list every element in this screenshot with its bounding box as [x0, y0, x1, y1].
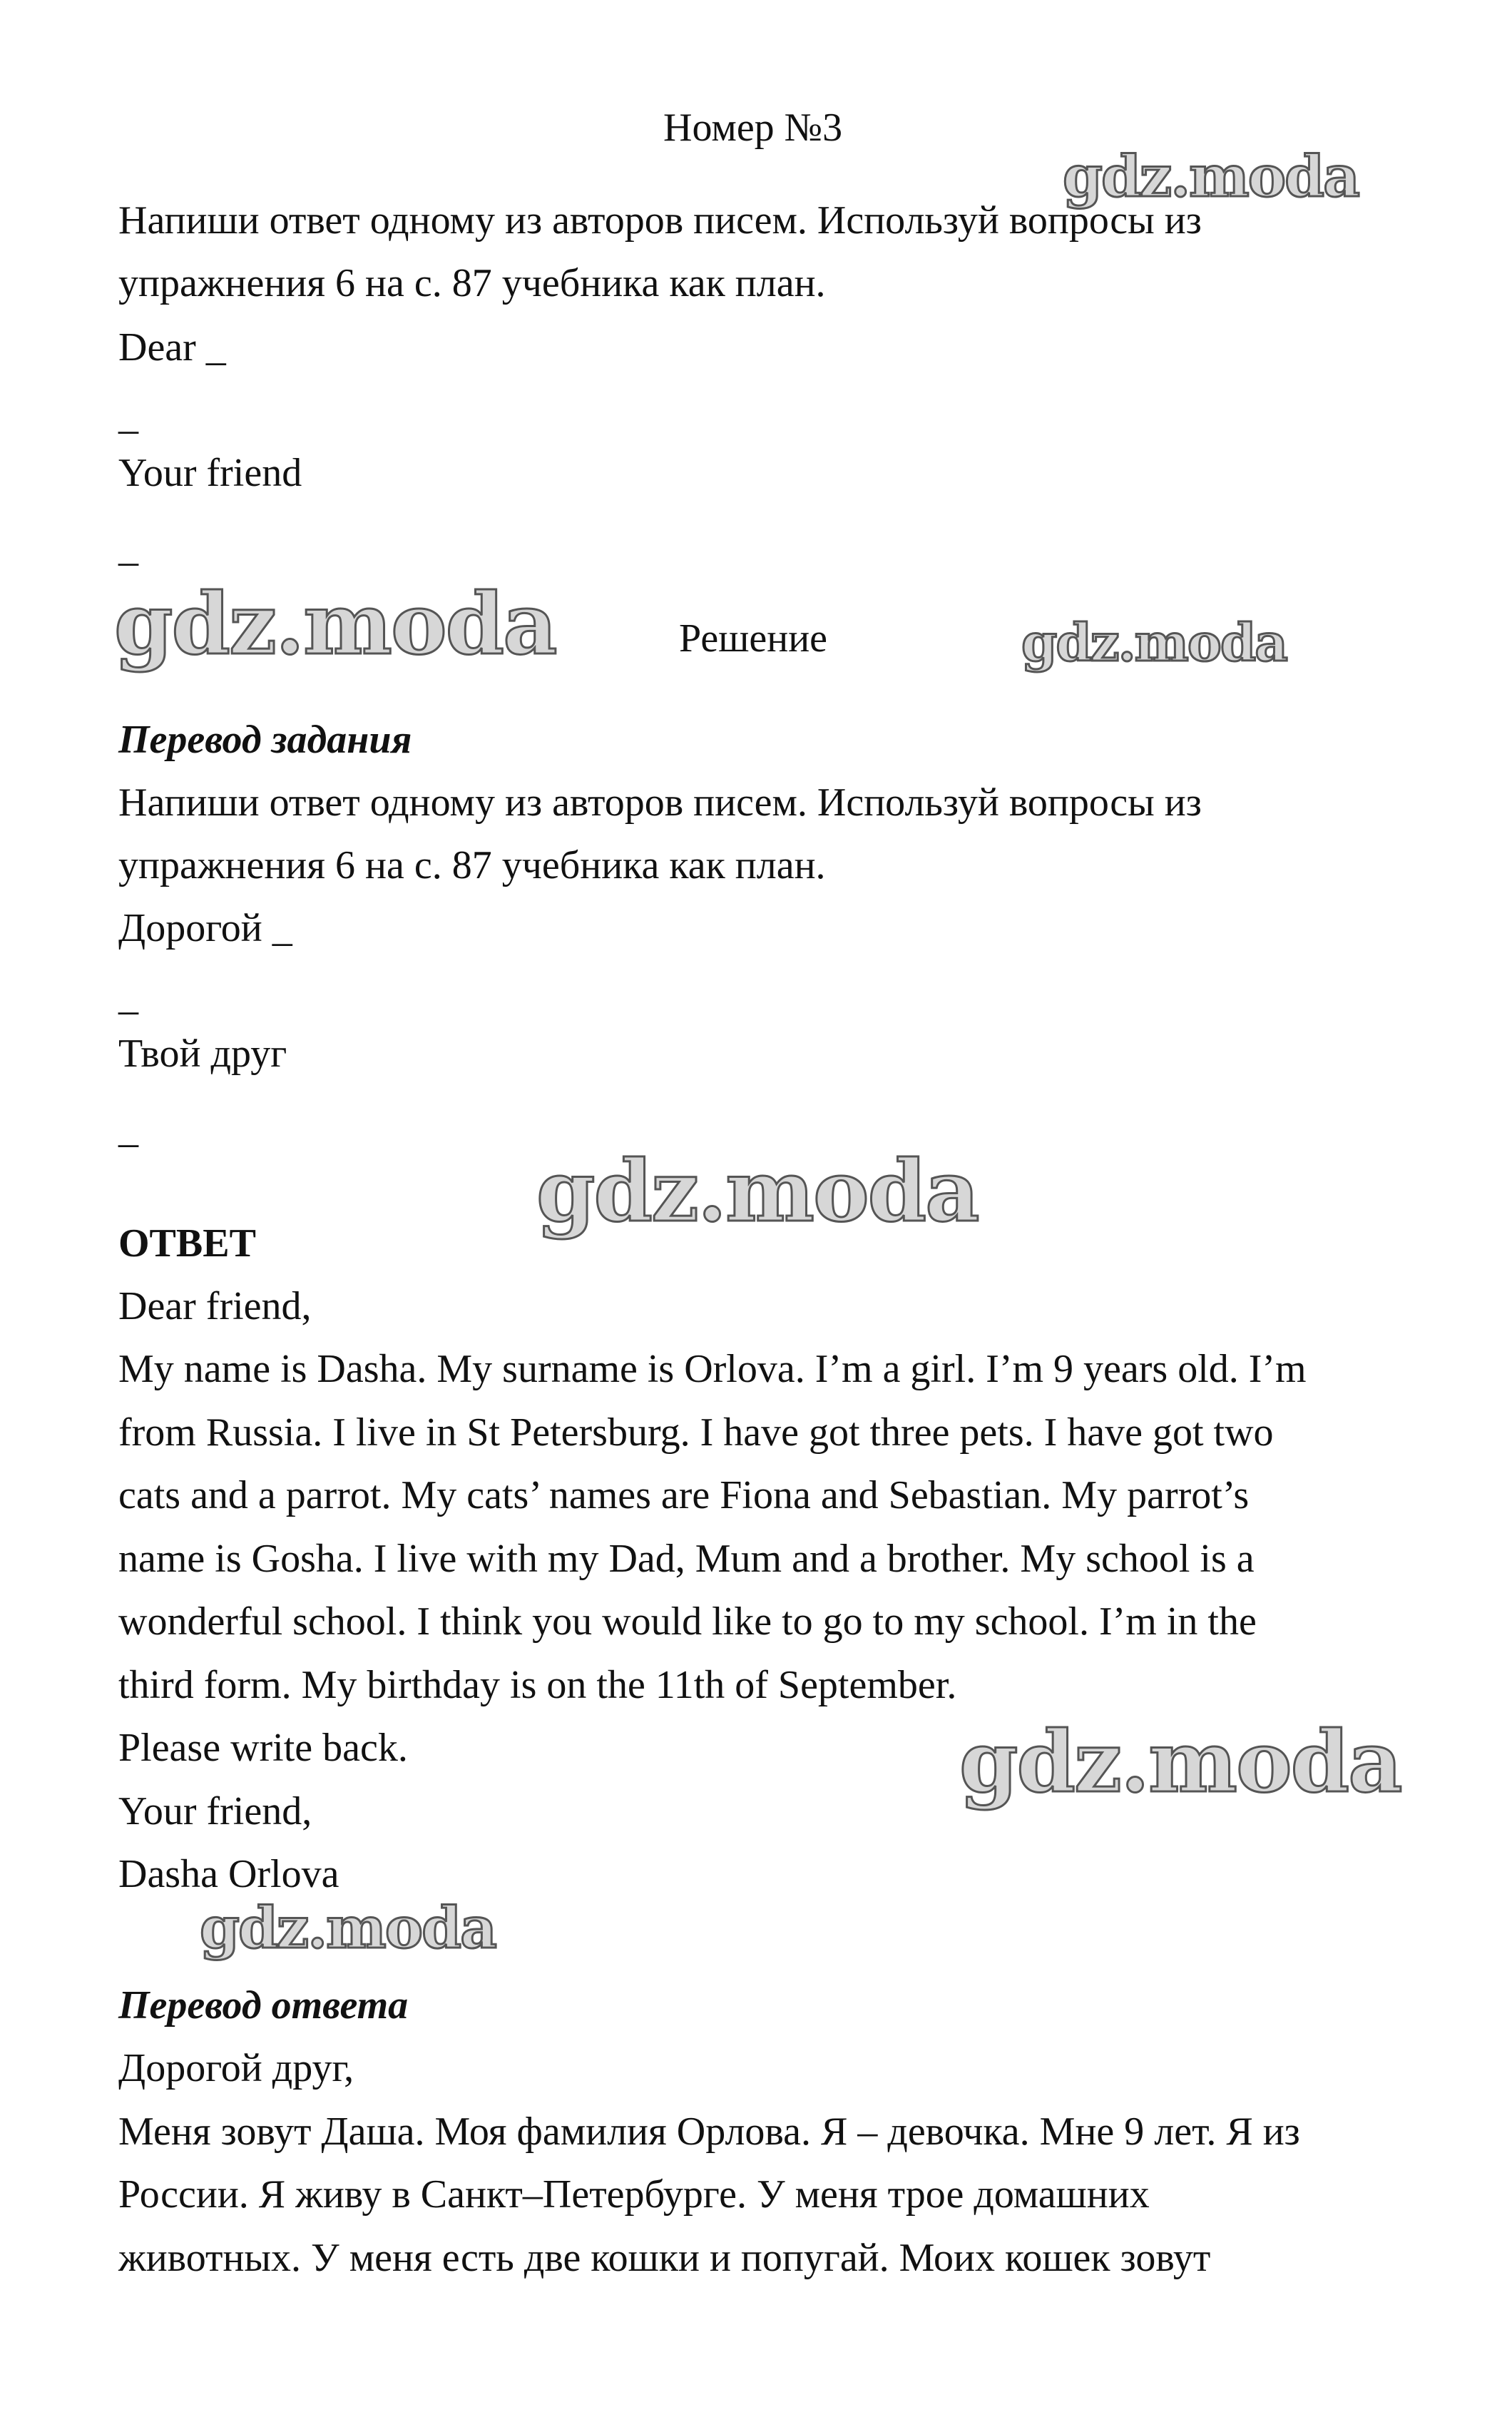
answer-line: third form. My birthday is on the 11th of September.: [118, 1663, 957, 1707]
solution-label: Решение: [679, 616, 828, 661]
answer-translation-line: Дорогой друг,: [118, 2046, 354, 2090]
page-title: Номер №3: [663, 106, 843, 150]
translation-blank: _: [118, 1107, 138, 1151]
task-closing: Your friend: [118, 451, 302, 495]
answer-line: Please write back.: [118, 1726, 408, 1770]
watermark-logo: gdz.moda: [114, 574, 556, 673]
answer-translation-line: животных. У меня есть две кошки и попугай. Моих кошек зовут: [118, 2236, 1211, 2280]
watermark-logo: gdz.moda: [1021, 612, 1287, 673]
answer-line: My name is Dasha. My surname is Orlova. I’m a girl. I’m 9 years old. I’m: [118, 1347, 1307, 1391]
answer-translation-line: Меня зовут Даша. Моя фамилия Орлова. Я – девочка. Мне 9 лет. Я из: [118, 2110, 1300, 2154]
answer-line: wonderful school. I think you would like to go to my school. I’m in the: [118, 1599, 1257, 1644]
answer-heading: ОТВЕТ: [118, 1221, 256, 1266]
watermark-logo: gdz.moda: [1063, 143, 1359, 210]
translation-blank: _: [118, 975, 138, 1019]
answer-line: Your friend,: [118, 1789, 312, 1833]
task-greeting: Dear _: [118, 325, 226, 370]
task-blank: _: [118, 394, 138, 438]
translation-closing: Твой друг: [118, 1032, 287, 1076]
translation-greeting: Дорогой _: [118, 906, 292, 950]
task-blank: _: [118, 526, 138, 570]
task-text-line: Напиши ответ одному из авторов писем. Используй вопросы из: [118, 198, 1202, 243]
answer-line: Dasha Orlova: [118, 1852, 339, 1896]
watermark-logo: gdz.moda: [200, 1894, 496, 1961]
translation-text-line: упражнения 6 на с. 87 учебника как план.: [118, 843, 826, 887]
answer-translation-heading: Перевод ответа: [118, 1983, 409, 2027]
answer-line: Dear friend,: [118, 1284, 312, 1328]
watermark-logo: gdz.moda: [536, 1141, 979, 1241]
answer-line: cats and a parrot. My cats’ names are Fiona and Sebastian. My parrot’s: [118, 1473, 1250, 1517]
answer-line: name is Gosha. I live with my Dad, Mum and a brother. My school is a: [118, 1537, 1255, 1581]
translation-heading: Перевод задания: [118, 718, 412, 762]
watermark-logo: gdz.moda: [959, 1712, 1401, 1811]
answer-translation-line: России. Я живу в Санкт–Петербурге. У меня трое домашних: [118, 2172, 1150, 2217]
answer-line: from Russia. I live in St Petersburg. I have got three pets. I have got two: [118, 1410, 1274, 1455]
task-text-line: упражнения 6 на с. 87 учебника как план.: [118, 261, 826, 305]
translation-text-line: Напиши ответ одному из авторов писем. Используй вопросы из: [118, 780, 1202, 825]
